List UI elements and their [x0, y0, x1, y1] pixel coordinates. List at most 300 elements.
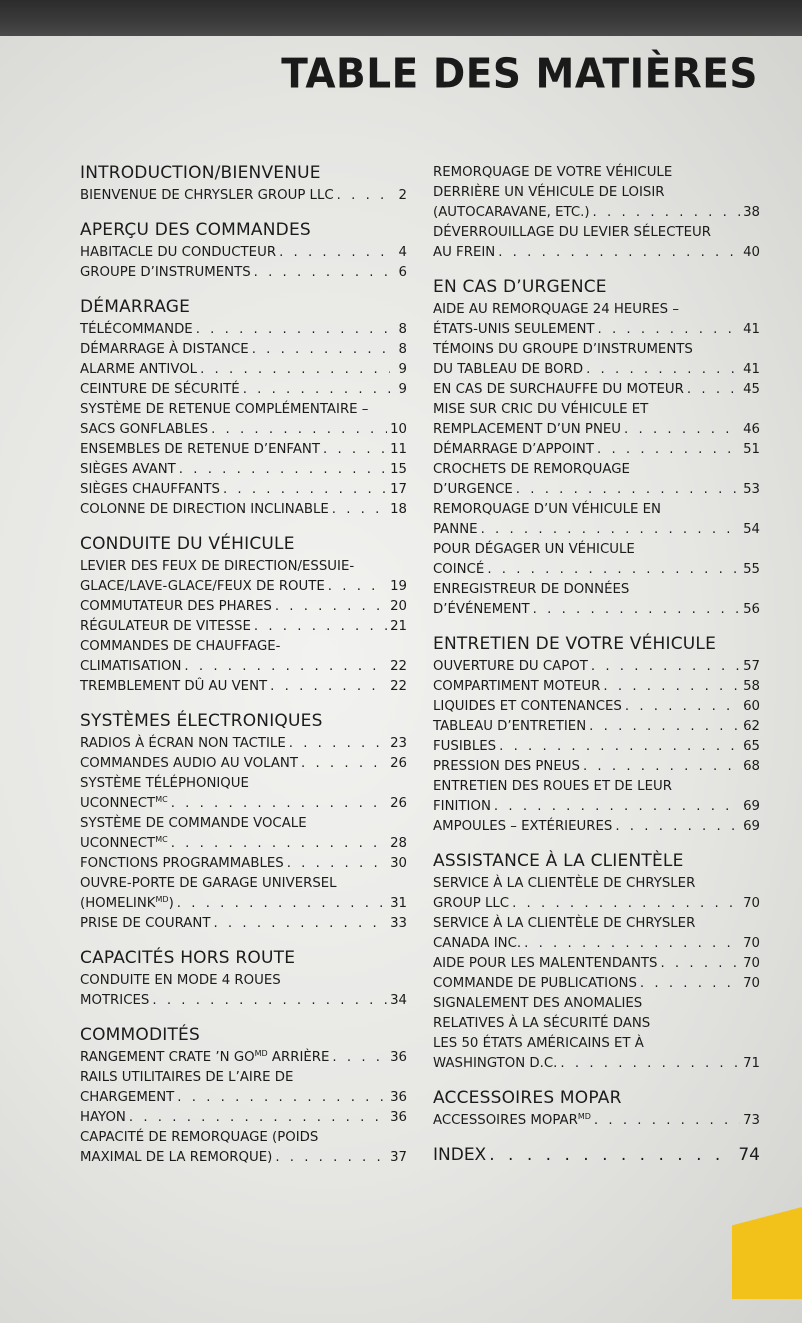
entry-text-line: REMORQUAGE D’UN VÉHICULE EN	[433, 502, 662, 517]
toc-entry[interactable]	[433, 677, 760, 697]
page-number: 53	[743, 482, 760, 497]
toc-section	[80, 297, 407, 520]
toc-section	[80, 711, 407, 934]
index-page-number: 74	[738, 1145, 760, 1165]
dot-leader	[481, 520, 741, 540]
entry-text	[433, 894, 509, 914]
section-title: CAPACITÉS HORS ROUTE	[80, 948, 296, 968]
entry-text	[433, 677, 600, 697]
toc-section	[433, 1088, 760, 1131]
page-number: 65	[743, 739, 760, 754]
entry-text	[433, 974, 637, 994]
entry-text-line: PANNE	[433, 522, 478, 537]
page-number: 34	[390, 993, 407, 1008]
toc-entry[interactable]	[433, 300, 760, 340]
page-number: 30	[390, 856, 407, 871]
page-number: 4	[398, 245, 407, 260]
dot-leader	[279, 243, 390, 263]
entry-text-line: ACCESSOIRES MOPAR	[433, 1113, 578, 1128]
entry-text-line: LIQUIDES ET CONTENANCES	[433, 699, 622, 714]
toc-section	[80, 163, 407, 206]
entry-last-line	[80, 894, 407, 914]
entry-text	[80, 894, 174, 914]
toc-entry[interactable]	[80, 754, 407, 774]
entry-text	[80, 834, 168, 854]
entry-last-line	[80, 480, 407, 500]
toc-entry[interactable]	[80, 500, 407, 520]
page-number: 2	[398, 188, 407, 203]
entry-text-line: AU FREIN	[433, 245, 496, 260]
toc-section	[80, 220, 407, 283]
toc-right-column	[433, 163, 760, 1166]
page-number: 70	[743, 896, 760, 911]
page-number: 58	[743, 679, 760, 694]
dot-leader	[337, 186, 390, 206]
page-number: 57	[743, 659, 760, 674]
entry-text-line: CHARGEMENT	[80, 1090, 175, 1105]
dot-leader	[593, 203, 741, 223]
entry-last-line	[433, 677, 760, 697]
entry-text	[433, 817, 612, 837]
trademark-superscript: MD	[254, 1049, 268, 1058]
entry-text-line: POUR DÉGAGER UN VÉHICULE	[433, 542, 635, 557]
entry-last-line	[433, 757, 760, 777]
entry-text-line: MAXIMAL DE LA REMORQUE)	[80, 1150, 273, 1165]
toc-entry[interactable]	[433, 163, 760, 223]
entry-text-line: RADIOS À ÉCRAN NON TACTILE	[80, 736, 286, 751]
toc-entry[interactable]	[80, 440, 407, 460]
toc-entry[interactable]	[80, 814, 407, 854]
entry-text	[80, 754, 298, 774]
page-number: 70	[743, 956, 760, 971]
entry-text-line: FONCTIONS PROGRAMMABLES	[80, 856, 284, 871]
toc-entry[interactable]	[433, 874, 760, 914]
page-number: 68	[743, 759, 760, 774]
page-number: 70	[743, 936, 760, 951]
dot-leader	[512, 894, 740, 914]
toc-entry[interactable]	[433, 540, 760, 580]
entry-text-line: OUVRE-PORTE DE GARAGE UNIVERSEL	[80, 876, 337, 891]
toc-entry[interactable]	[80, 480, 407, 500]
entry-text-line: LES 50 ÉTATS AMÉRICAINS ET À	[433, 1036, 644, 1051]
entry-text	[433, 954, 657, 974]
toc-entry[interactable]	[80, 1048, 407, 1068]
entry-text-suffix: ARRIÈRE	[267, 1050, 330, 1065]
entry-text-line: REMORQUAGE DE VOTRE VÉHICULE	[433, 165, 673, 180]
entry-text	[433, 1054, 557, 1074]
toc-entry[interactable]	[433, 380, 760, 400]
entry-text-line: TÉMOINS DU GROUPE D’INSTRUMENTS	[433, 342, 693, 357]
dot-leader	[560, 1054, 740, 1074]
entry-text-line: AMPOULES – EXTÉRIEURES	[433, 819, 613, 834]
entry-last-line	[80, 380, 407, 400]
toc-entry[interactable]	[433, 954, 760, 974]
dot-leader	[223, 480, 387, 500]
entry-text-line: HAYON	[80, 1110, 126, 1125]
entry-last-line	[433, 380, 760, 400]
entry-text	[433, 697, 622, 717]
entry-text-line: ALARME ANTIVOL	[80, 362, 198, 377]
entry-text	[433, 717, 586, 737]
toc-entry[interactable]	[433, 737, 760, 757]
section-title: ACCESSOIRES MOPAR	[433, 1088, 622, 1108]
entry-text-line: COMPARTIMENT MOTEUR	[433, 679, 601, 694]
entry-text	[80, 320, 193, 340]
entry-text	[80, 440, 320, 460]
page-number: 9	[398, 382, 407, 397]
toc-entry[interactable]	[433, 717, 760, 737]
page-number: 46	[743, 422, 760, 437]
dot-leader	[489, 1145, 735, 1166]
toc-entry[interactable]	[80, 1108, 407, 1128]
entry-text	[433, 360, 583, 380]
toc-entry[interactable]	[80, 263, 407, 283]
entry-last-line	[80, 991, 407, 1011]
dot-leader	[254, 617, 387, 637]
entry-text-line: RÉGULATEUR DE VITESSE	[80, 619, 251, 634]
entry-text-line: SYSTÈME DE RETENUE COMPLÉMENTAIRE –	[80, 402, 369, 417]
entry-last-line	[433, 894, 760, 914]
toc-entry[interactable]	[80, 320, 407, 340]
page-number: 26	[390, 796, 407, 811]
dot-leader	[287, 854, 387, 874]
page-number: 33	[390, 916, 407, 931]
dot-leader	[275, 597, 387, 617]
entry-text-line: CANADA INC.	[433, 936, 522, 951]
entry-last-line	[80, 754, 407, 774]
page-number: 18	[390, 502, 407, 517]
dot-leader	[494, 797, 740, 817]
toc-entry[interactable]	[433, 440, 760, 460]
entry-text-line: TÉLÉCOMMANDE	[80, 322, 193, 337]
toc-entry[interactable]	[80, 677, 407, 697]
dot-leader	[597, 440, 740, 460]
dot-leader	[328, 577, 387, 597]
entry-last-line	[80, 360, 407, 380]
entry-last-line	[80, 657, 407, 677]
trademark-superscript: MD	[155, 895, 169, 904]
toc-entry[interactable]	[80, 637, 407, 677]
dot-leader	[270, 677, 387, 697]
entry-last-line	[80, 597, 407, 617]
entry-text-line: GROUPE D’INSTRUMENTS	[80, 265, 251, 280]
entry-text-line: PRESSION DES PNEUS	[433, 759, 580, 774]
entry-text	[433, 757, 580, 777]
entry-text-line: ÉTATS-UNIS SEULEMENT	[433, 322, 595, 337]
entry-last-line	[80, 1148, 407, 1168]
entry-text-line: DERRIÈRE UN VÉHICULE DE LOISIR	[433, 185, 665, 200]
toc-entry[interactable]	[433, 777, 760, 817]
entry-text	[80, 914, 210, 934]
dot-leader	[171, 834, 387, 854]
entry-last-line	[80, 340, 407, 360]
entry-text	[433, 440, 594, 460]
entry-text	[433, 737, 496, 757]
toc-section	[433, 277, 760, 620]
entry-text	[433, 320, 595, 340]
entry-text-line: COINCÉ	[433, 562, 485, 577]
entry-text-line: FUSIBLES	[433, 739, 497, 754]
section-title: SYSTÈMES ÉLECTRONIQUES	[80, 711, 323, 731]
dot-leader	[687, 380, 740, 400]
entry-text	[80, 360, 197, 380]
dot-leader	[624, 420, 740, 440]
page-number: 54	[743, 522, 760, 537]
page-number: 23	[390, 736, 407, 751]
entry-last-line	[80, 320, 407, 340]
entry-last-line	[433, 657, 760, 677]
dot-leader	[213, 914, 387, 934]
page-number: 62	[743, 719, 760, 734]
page-number: 60	[743, 699, 760, 714]
entry-text-line: UCONNECT	[80, 796, 156, 811]
entry-last-line	[80, 734, 407, 754]
entry-text	[80, 1048, 329, 1068]
entry-text-line: SERVICE À LA CLIENTÈLE DE CHRYSLER	[433, 916, 696, 931]
dot-leader	[615, 817, 740, 837]
page-number: 15	[390, 462, 407, 477]
entry-text	[80, 420, 208, 440]
toc-entry[interactable]	[80, 360, 407, 380]
page-number: 36	[390, 1110, 407, 1125]
page-number: 40	[743, 245, 760, 260]
entry-text-suffix: )	[168, 896, 174, 911]
toc-section	[80, 948, 407, 1011]
entry-text-line: ENREGISTREUR DE DONNÉES	[433, 582, 630, 597]
entry-text-line: ENTRETIEN DES ROUES ET DE LEUR	[433, 779, 672, 794]
toc-entry[interactable]	[433, 697, 760, 717]
entry-last-line	[80, 1088, 407, 1108]
dot-leader	[332, 1048, 387, 1068]
entry-text-line: RANGEMENT CRATE ’N GO	[80, 1050, 255, 1065]
entry-text	[433, 797, 491, 817]
page-number: 41	[743, 362, 760, 377]
page-number: 9	[398, 362, 407, 377]
entry-last-line	[433, 243, 760, 263]
toc-entry[interactable]	[433, 757, 760, 777]
trademark-superscript: MC	[155, 835, 168, 844]
section-title: INTRODUCTION/BIENVENUE	[80, 163, 321, 183]
entry-text-line: MISE SUR CRIC DU VÉHICULE ET	[433, 402, 649, 417]
entry-text	[80, 617, 251, 637]
entry-text-line: WASHINGTON D.C.	[433, 1056, 558, 1071]
entry-text	[80, 677, 267, 697]
entry-text	[80, 480, 220, 500]
dot-leader	[598, 320, 741, 340]
dot-leader	[129, 1108, 387, 1128]
entry-last-line	[80, 440, 407, 460]
page-number: 20	[390, 599, 407, 614]
page-number: 38	[743, 205, 760, 220]
toc-entry[interactable]	[80, 340, 407, 360]
entry-last-line	[433, 320, 760, 340]
entry-text-line: (AUTOCARAVANE, ETC.)	[433, 205, 590, 220]
dot-leader	[591, 657, 740, 677]
dot-leader	[275, 1148, 387, 1168]
page-number: 73	[743, 1113, 760, 1128]
dot-leader	[640, 974, 740, 994]
entry-last-line	[433, 954, 760, 974]
page-number: 22	[390, 659, 407, 674]
toc-entry[interactable]	[80, 186, 407, 206]
toc-entry[interactable]	[80, 1128, 407, 1168]
entry-text-line: RELATIVES À LA SÉCURITÉ DANS	[433, 1016, 651, 1031]
page-number: 21	[390, 619, 407, 634]
toc-entry[interactable]	[80, 597, 407, 617]
dot-leader	[332, 500, 387, 520]
entry-text	[433, 600, 530, 620]
entry-text	[80, 263, 251, 283]
page-number: 26	[390, 756, 407, 771]
entry-text-line: SIGNALEMENT DES ANOMALIES	[433, 996, 643, 1011]
toc-entry[interactable]	[80, 617, 407, 637]
entry-text	[80, 1088, 174, 1108]
entry-text-line: BIENVENUE DE CHRYSLER GROUP LLC	[80, 188, 334, 203]
entry-text-line: DU TABLEAU DE BORD	[433, 362, 584, 377]
section-title: EN CAS D’URGENCE	[433, 277, 607, 297]
dot-leader	[200, 360, 390, 380]
entry-text	[80, 734, 286, 754]
entry-text-line: SYSTÈME TÉLÉPHONIQUE	[80, 776, 249, 791]
entry-text-line: CROCHETS DE REMORQUAGE	[433, 462, 630, 477]
toc-entry[interactable]	[80, 854, 407, 874]
toc-entry[interactable]	[80, 460, 407, 480]
entry-text-line: COMMANDE DE PUBLICATIONS	[433, 976, 637, 991]
toc-entry[interactable]	[80, 914, 407, 934]
entry-last-line	[433, 934, 760, 954]
page-title: TABLE DES MATIÈRES	[281, 50, 758, 99]
page-number: 45	[743, 382, 760, 397]
toc-entry[interactable]	[433, 500, 760, 540]
toc-entry[interactable]	[80, 971, 407, 1011]
page-number: 28	[390, 836, 407, 851]
toc-entry[interactable]	[433, 400, 760, 440]
entry-last-line	[433, 203, 760, 223]
entry-last-line	[433, 480, 760, 500]
toc-entry[interactable]	[80, 1068, 407, 1108]
entry-last-line	[80, 577, 407, 597]
dot-leader	[301, 754, 387, 774]
entry-text-line: REMPLACEMENT D’UN PNEU	[433, 422, 622, 437]
section-title: ASSISTANCE À LA CLIENTÈLE	[433, 851, 684, 871]
entry-last-line	[80, 834, 407, 854]
entry-text-line: GLACE/LAVE-GLACE/FEUX DE ROUTE	[80, 579, 325, 594]
entry-text-line: AIDE AU REMORQUAGE 24 HEURES –	[433, 302, 679, 317]
entry-last-line	[433, 420, 760, 440]
entry-last-line	[80, 1108, 407, 1128]
entry-text	[433, 380, 684, 400]
toc-index-entry[interactable]	[433, 1145, 760, 1166]
entry-text-line: TREMBLEMENT DÛ AU VENT	[80, 679, 268, 694]
toc-entry[interactable]	[433, 580, 760, 620]
dot-leader	[524, 934, 740, 954]
entry-text	[433, 420, 621, 440]
entry-text-line: CEINTURE DE SÉCURITÉ	[80, 382, 240, 397]
page-number: 70	[743, 976, 760, 991]
toc-entry[interactable]	[80, 380, 407, 400]
page-number: 31	[390, 896, 407, 911]
toc-entry[interactable]	[433, 974, 760, 994]
toc-entry[interactable]	[433, 657, 760, 677]
page-number: 19	[390, 579, 407, 594]
entry-text-line: CONDUITE EN MODE 4 ROUES	[80, 973, 281, 988]
toc-entry[interactable]	[433, 914, 760, 954]
toc-entry[interactable]	[433, 1111, 760, 1131]
page-number: 69	[743, 819, 760, 834]
toc-section	[433, 851, 760, 1074]
toc-entry[interactable]	[433, 994, 760, 1074]
toc-section	[433, 163, 760, 263]
entry-text-line: COMMANDES AUDIO AU VOLANT	[80, 756, 298, 771]
dot-leader	[487, 560, 740, 580]
entry-text	[80, 854, 284, 874]
section-title: APERÇU DES COMMANDES	[80, 220, 311, 240]
entry-last-line	[433, 817, 760, 837]
page-number: 17	[390, 482, 407, 497]
entry-text	[80, 991, 149, 1011]
entry-last-line	[433, 520, 760, 540]
toc-entry[interactable]	[433, 460, 760, 500]
entry-text-line: MOTRICES	[80, 993, 150, 1008]
dot-leader	[254, 263, 390, 283]
toc-entry[interactable]	[80, 557, 407, 597]
dot-leader	[211, 420, 387, 440]
entry-last-line	[80, 186, 407, 206]
toc-entry[interactable]	[80, 734, 407, 754]
entry-last-line	[433, 797, 760, 817]
dot-leader	[533, 600, 740, 620]
entry-text-line: COMMANDES DE CHAUFFAGE-	[80, 639, 281, 654]
entry-last-line	[80, 794, 407, 814]
entry-text-line: ENSEMBLES DE RETENUE D’ENFANT	[80, 442, 321, 457]
toc-entry[interactable]	[433, 817, 760, 837]
page-number: 22	[390, 679, 407, 694]
entry-text-line: EN CAS DE SURCHAUFFE DU MOTEUR	[433, 382, 684, 397]
dot-leader	[499, 737, 740, 757]
entry-last-line	[433, 974, 760, 994]
dot-leader	[196, 320, 390, 340]
entry-text	[433, 480, 513, 500]
entry-last-line	[80, 914, 407, 934]
entry-last-line	[80, 243, 407, 263]
toc-entry[interactable]	[80, 874, 407, 914]
dot-leader	[498, 243, 740, 263]
entry-text	[433, 520, 478, 540]
toc-entry[interactable]	[80, 243, 407, 263]
toc-entry[interactable]	[433, 340, 760, 380]
page-number: 69	[743, 799, 760, 814]
section-title: COMMODITÉS	[80, 1025, 200, 1045]
page-number: 10	[390, 422, 407, 437]
entry-last-line	[433, 1054, 760, 1074]
entry-last-line	[433, 737, 760, 757]
page-number: 55	[743, 562, 760, 577]
entry-text	[80, 597, 272, 617]
entry-text-line: SIÈGES CHAUFFANTS	[80, 482, 220, 497]
index-label: INDEX	[433, 1145, 487, 1165]
entry-text-line: (HOMELINK	[80, 896, 156, 911]
toc-entry[interactable]	[80, 400, 407, 440]
toc-entry[interactable]	[433, 223, 760, 263]
dot-leader	[177, 1088, 387, 1108]
entry-text	[433, 243, 495, 263]
dot-leader	[660, 954, 740, 974]
entry-text	[433, 657, 588, 677]
toc-entry[interactable]	[80, 774, 407, 814]
entry-text	[80, 794, 168, 814]
entry-text	[80, 380, 240, 400]
entry-text-line: DÉMARRAGE À DISTANCE	[80, 342, 249, 357]
